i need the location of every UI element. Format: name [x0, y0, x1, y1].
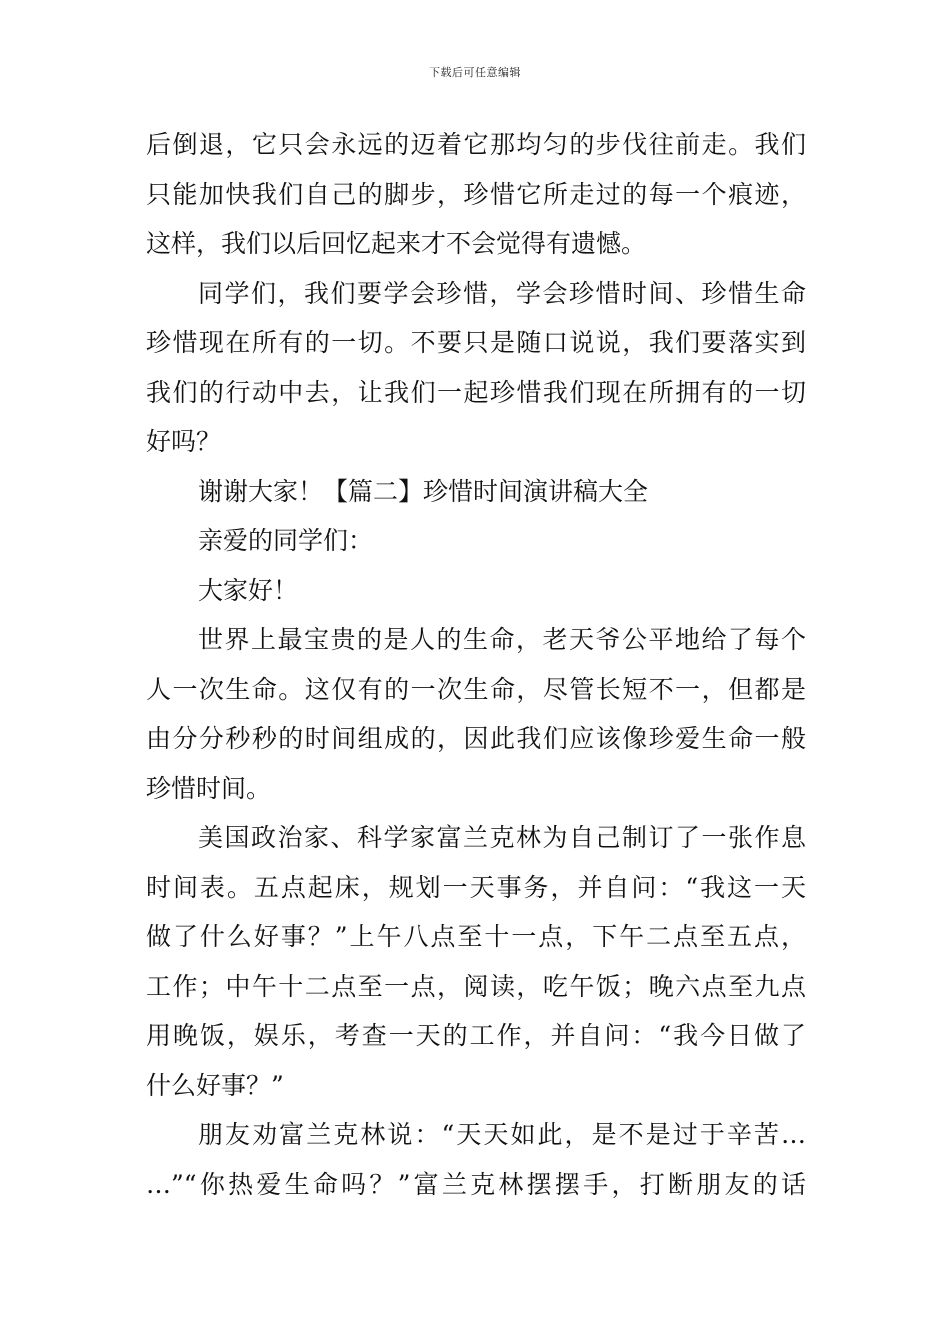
text-line: 什么好事？” — [146, 1070, 284, 1100]
text-line: 同学们，我们要学会珍惜，学会珍惜时间、珍惜生命 — [198, 278, 806, 308]
text-line: …”“你热爱生命吗？”富兰克林摆摆手，打断朋友的话 — [146, 1169, 806, 1199]
text-line: 人一次生命。这仅有的一次生命，尽管长短不一，但都是 — [146, 674, 806, 704]
text-line: 朋友劝富兰克林说：“天天如此，是不是过于辛苦… — [198, 1120, 806, 1149]
greeting-line: 大家好！ — [198, 575, 299, 605]
text-line: 由分分秒秒的时间组成的，因此我们应该像珍爱生命一般 — [146, 724, 806, 753]
text-line: 珍惜时间。 — [146, 773, 272, 803]
text-line: 美国政治家、科学家富兰克林为自己制订了一张作息 — [198, 823, 806, 852]
paragraph — [146, 813, 806, 1110]
paragraph — [146, 516, 806, 566]
text-line: 世界上最宝贵的是人的生命，老天爷公平地给了每个 — [198, 625, 806, 654]
salutation-line: 亲爱的同学们： — [198, 526, 374, 555]
text-line: 后倒退，它只会永远的迈着它那均匀的步伐往前走。我们 — [146, 130, 806, 159]
text-line: 好吗？ — [146, 427, 222, 456]
text-line: 珍惜现在所有的一切。不要只是随口说说，我们要落实到 — [146, 328, 806, 357]
text-line: 做了什么好事？”上午八点至十一点，下午二点至五点， — [146, 922, 806, 951]
paragraph — [146, 615, 806, 813]
paragraph — [146, 467, 806, 517]
paragraph — [146, 566, 806, 616]
paragraph — [146, 1110, 806, 1209]
paragraph — [146, 269, 806, 467]
text-line: 这样，我们以后回忆起来才不会觉得有遗憾。 — [146, 229, 647, 258]
text-line: 用晚饭，娱乐，考查一天的工作，并自问：“我今日做了 — [146, 1021, 806, 1050]
text-line: 我们的行动中去，让我们一起珍惜我们现在所拥有的一切 — [146, 377, 806, 407]
text-line: 时间表。五点起床，规划一天事务，并自问：“我这一天 — [146, 872, 806, 902]
page-header-note: 下载后可任意编辑 — [429, 66, 521, 79]
text-line: 只能加快我们自己的脚步，珍惜它所走过的每一个痕迹， — [146, 179, 806, 209]
document-body — [146, 120, 806, 1209]
text-line: 工作；中午十二点至一点，阅读，吃午饭；晚六点至九点 — [146, 971, 806, 1001]
text-line: 谢谢大家！【篇二】珍惜时间演讲稿大全 — [198, 476, 649, 506]
paragraph — [146, 120, 806, 269]
